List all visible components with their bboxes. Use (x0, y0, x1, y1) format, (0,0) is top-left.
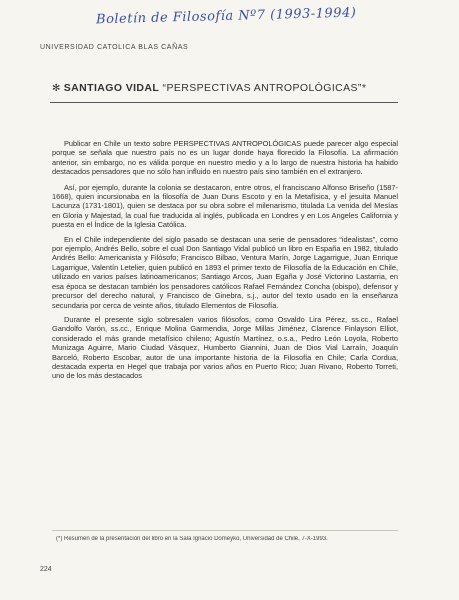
handwritten-note: Boletín de Filosofía Nº7 (1993-1994) (95, 5, 357, 28)
asterism-icon: ✻ (52, 83, 61, 94)
footnote-rule (52, 530, 398, 531)
article-body (52, 139, 398, 386)
author-name: SANTIAGO VIDAL (63, 82, 160, 94)
paragraph: Durante el presente siglo sobresalen varios filósofos, como Osvaldo Lira Pérez, ss.cc., Rafael Gandolfo Varón, ss.cc., Enrique Molina Garmendia, Jorge Millas Jiménez, Clarence Finlayson Elliot, considerado el más grande metafísico chileno; Agustín Martínez, o.s.a., Pedro León Loyola, Roberto Munizaga Aguirre, Mario Ciudad Vásquez, Humberto Giannini, Juan de Dios Vial Larraín, Joaquín Barceló, Roberto Escobar, autor de una importante historia de la Filosofía en Chile; Carla Cordua, destacada experta en Hegel que trabaja por varios años en Puerto Rico; Juan Rivano, Roberto Torreti, uno de los más destacados (52, 314, 398, 381)
running-header: UNIVERSIDAD CATOLICA BLAS CAÑAS (40, 44, 189, 51)
paragraph: En el Chile independiente del siglo pasado se destacan una serie de pensadores “idealistas”, como por ejemplo, Andrés Bello, sobre el cual Don Santiago Vidal publicó un libro en España en 1982, titulado Andrés Bello: Americanista y Filósofo; Francisco Bilbao, Ventura Marín, Jorge Lagarrigue, Juan Enrique Lagarrigue, Valentín Letelier, quien publicó en 1893 el primer texto de Filosofía de la Educación en Chile, utilizado en varios países latinoamericanos; Santiago Arcos, Juan Egaña y José Victorino Lastarria, en esa época se destacan también los pensadores católicos Rafael Fernández Concha (obispo), defensor y precursor del derecho natural, y Francisco de Ginebra, s.j., autor del texto usado en la enseñanza secundaria por cerca de veinte años, titulado Elementos de Filosofía. (52, 234, 398, 310)
paragraph: Así, por ejemplo, durante la colonia se destacaron, entre otros, el franciscano Alfonso Briseño (1587-1668), quien incursionaba en la filosofía de Juan Duns Escoto y en la Metafísica, y el jesuita Manuel Lacunza (1731-1801), quien se destaca por su obra sobre el milenarismo, titulada La venida del Mesías en Gloria y Majestad, la cual fue traducida al inglés, publicada en Londres y en Los Angeles California y puesta en el Índice de la Iglesia Católica. (52, 182, 398, 230)
article-title-line (52, 82, 366, 94)
article-title: “PERSPECTIVAS ANTROPOLÓGICAS”* (162, 82, 367, 94)
footnote: (*) Resumen de la presentación del libro en la Sala Ignacio Domeyko, Universidad de Chile, 7-X-1993. (56, 536, 328, 542)
paragraph: Publicar en Chile un texto sobre PERSPECTIVAS ANTROPOLÓGICAS puede parecer algo especial porque se señala que nuestro país no es un lugar donde haya florecido la Filosofía. La afirmación anterior, sin embargo, no es válida porque en nuestro medio y a lo largo de nuestra historia ha habido destacados pensadores que no sólo han influido en nuestro país sino también en el extranjero. (52, 139, 398, 177)
title-rule (50, 102, 398, 103)
page-number: 224 (40, 566, 52, 573)
